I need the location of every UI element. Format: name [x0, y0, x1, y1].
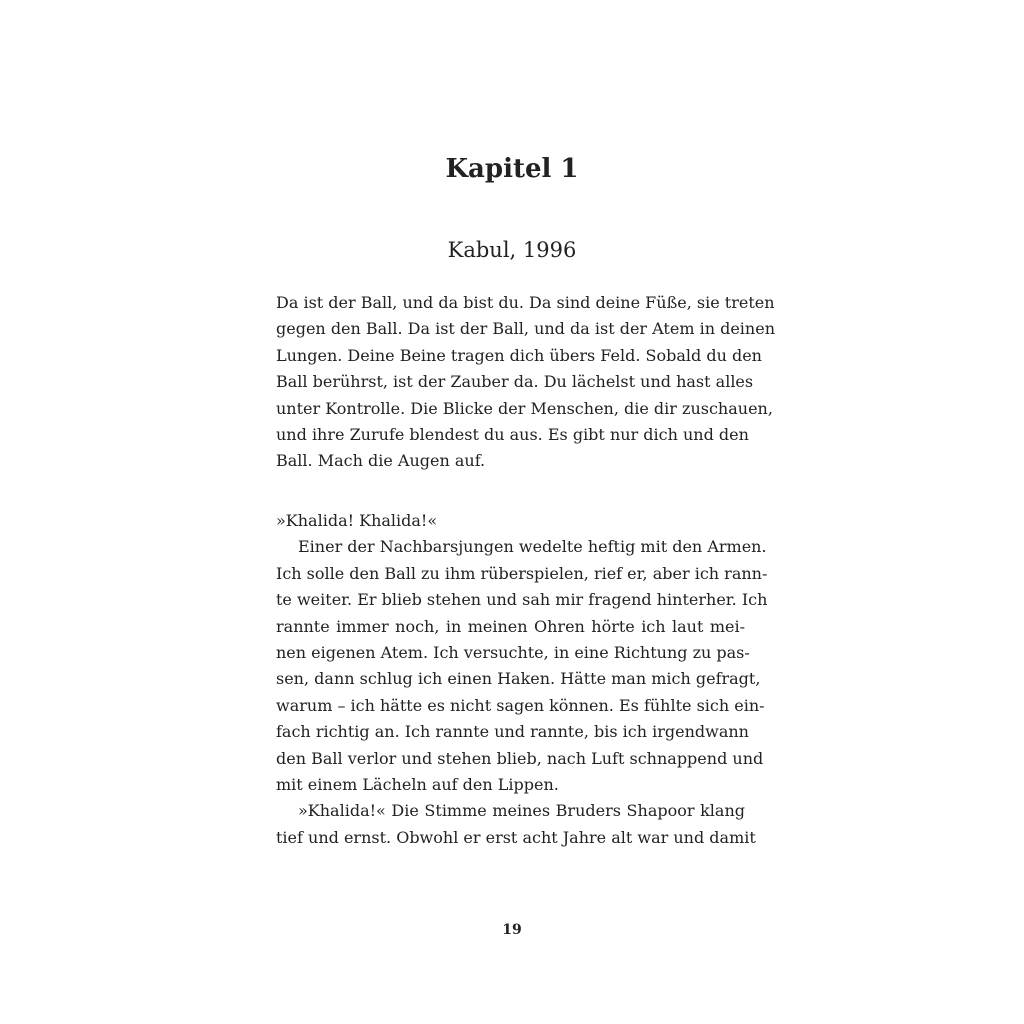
page-number: 19 [502, 922, 522, 938]
text-line: rannte immer noch, in meinen Ohren hörte ich laut mei- [276, 616, 745, 636]
paragraph-group-2 [276, 508, 768, 851]
paragraph-1 [276, 290, 775, 475]
text-line: Da ist der Ball, und da bist du. Da sind deine Füße, sie treten [276, 293, 775, 312]
text-line: Lungen. Deine Beine tragen dich übers Feld. Sobald du den [276, 345, 762, 365]
text-line: Ich solle den Ball zu ihm rüberspielen, rief er, aber ich rann- [276, 563, 768, 583]
text-line: »Khalida! Khalida!« [276, 511, 438, 530]
text-line: unter Kontrolle. Die Blicke der Menschen, die dir zuschauen, [276, 398, 773, 418]
text-line: und ihre Zurufe blendest du aus. Es gibt nur dich und den [276, 424, 749, 444]
text-line: te weiter. Er blieb stehen und sah mir fragend hinterher. Ich [276, 590, 768, 610]
text-line: den Ball verlor und stehen blieb, nach Luft schnappend und [276, 748, 764, 768]
text-line: gegen den Ball. Da ist der Ball, und da ist der Atem in deinen [276, 319, 775, 339]
chapter-subtitle: Kabul, 1996 [447, 238, 577, 262]
text-line: sen, dann schlug ich einen Haken. Hätte man mich gefragt, [276, 669, 761, 689]
text-line: mit einem Lächeln auf den Lippen. [276, 774, 559, 794]
text-line: »Khalida!« Die Stimme meines Bruders Shapoor klang [298, 801, 745, 821]
chapter-title: Kapitel 1 [445, 154, 579, 184]
text-line: Einer der Nachbarsjungen wedelte heftig mit den Armen. [298, 537, 767, 557]
text-line: Ball. Mach die Augen auf. [276, 451, 486, 471]
text-line: nen eigenen Atem. Ich versuchte, in eine Richtung zu pas- [276, 642, 750, 662]
text-line: warum – ich hätte es nicht sagen können. Es fühlte sich ein- [276, 695, 765, 715]
text-line: Ball berührst, ist der Zauber da. Du lächelst und hast alles [276, 372, 754, 392]
text-line: tief und ernst. Obwohl er erst acht Jahre alt war und damit [276, 827, 756, 847]
text-line: fach richtig an. Ich rannte und rannte, bis ich irgendwann [276, 722, 749, 742]
